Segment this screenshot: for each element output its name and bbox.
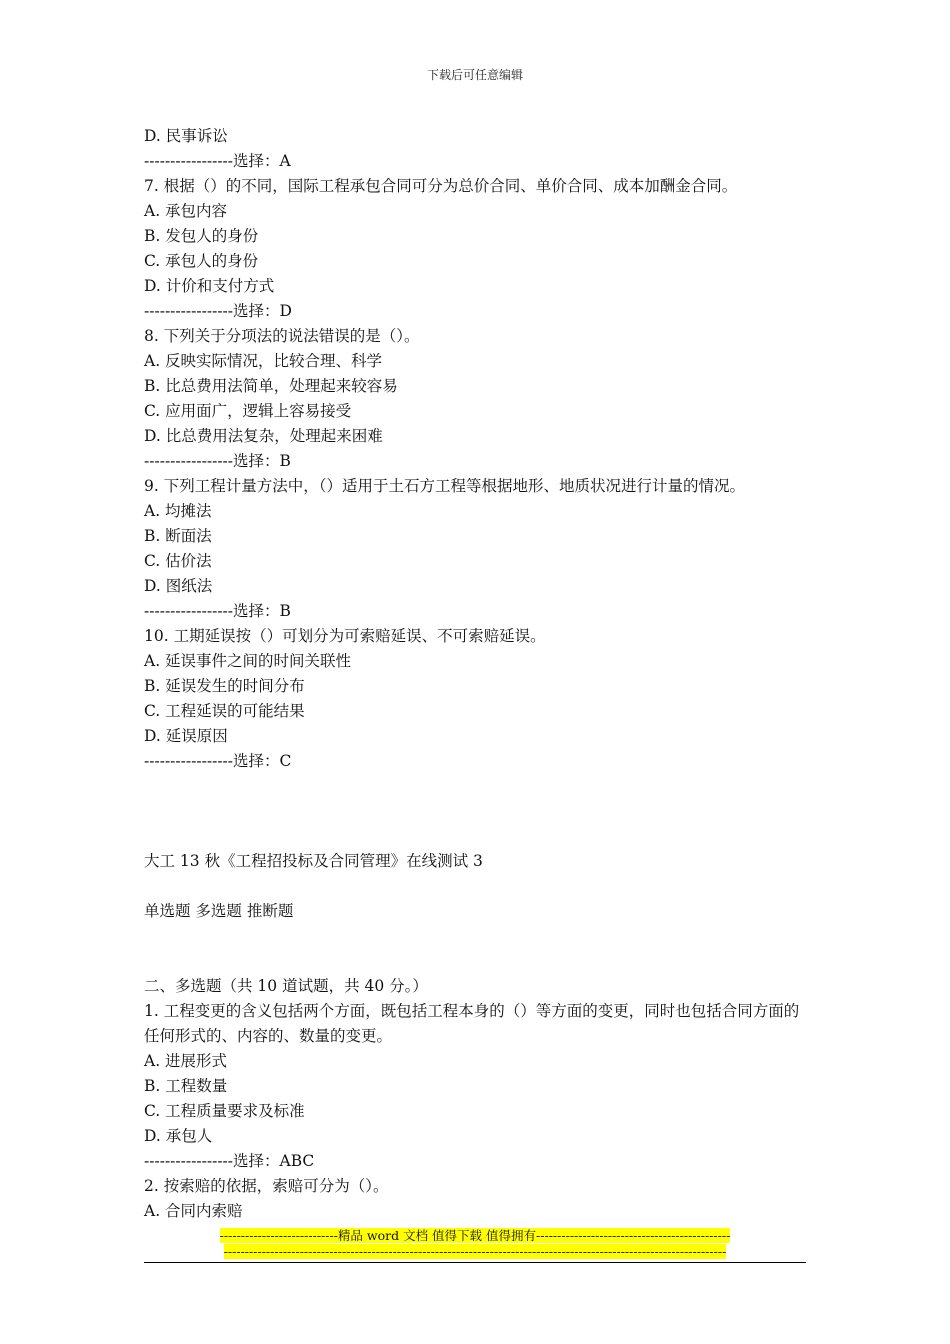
test-title: 大工 13 秋《工程招投标及合同管理》在线测试 3	[144, 852, 483, 870]
answer-line: -----------------选择：B	[144, 602, 291, 620]
text-line: D. 民事诉讼	[144, 127, 228, 145]
option-line: A. 均摊法	[144, 502, 212, 520]
question-8: 8. 下列关于分项法的说法错误的是（）。	[144, 327, 420, 345]
option-line: A. 延误事件之间的时间关联性	[144, 652, 352, 670]
footer-dash-line: -----------------------------------------------------------------------------------------------------------------------	[223, 1244, 727, 1259]
answer-line: -----------------选择：D	[144, 302, 292, 320]
page-header: 下载后可任意编辑	[426, 68, 523, 82]
option-line: C. 承包人的身份	[144, 252, 259, 270]
question-type-tabs: 单选题 多选题 推断题	[144, 902, 294, 920]
answer-line: -----------------选择：C	[144, 752, 292, 770]
option-line: C. 工程延误的可能结果	[144, 702, 305, 720]
option-line: D. 延误原因	[144, 727, 228, 745]
answer-line: -----------------选择：B	[144, 452, 291, 470]
question-7: 7. 根据（）的不同，国际工程承包合同可分为总价合同、单价合同、成本加酬金合同。	[144, 177, 738, 195]
answer-line: -----------------选择：ABC	[144, 1152, 315, 1170]
question-10: 10. 工期延误按（）可划分为可索赔延误、不可索赔延误。	[144, 627, 546, 645]
option-line: B. 比总费用法简单，处理起来较容易	[144, 377, 398, 395]
option-line: D. 图纸法	[144, 577, 213, 595]
option-line: C. 估价法	[144, 552, 212, 570]
page-footer	[144, 1228, 806, 1260]
option-line: B. 断面法	[144, 527, 212, 545]
answer-line: -----------------选择：A	[144, 152, 291, 170]
option-line: C. 工程质量要求及标准	[144, 1102, 305, 1120]
option-line: D. 计价和支付方式	[144, 277, 275, 295]
option-line: A. 合同内索赔	[144, 1202, 243, 1220]
option-line: A. 承包内容	[144, 202, 228, 220]
section-heading: 二、多选题（共 10 道试题，共 40 分。）	[144, 977, 428, 995]
option-line: A. 反映实际情况，比较合理、科学	[144, 352, 383, 370]
footer-rule	[144, 1262, 806, 1263]
option-line: D. 承包人	[144, 1127, 213, 1145]
option-line: B. 发包人的身份	[144, 227, 259, 245]
option-line: B. 延误发生的时间分布	[144, 677, 305, 695]
option-line: B. 工程数量	[144, 1077, 228, 1095]
option-line: D. 比总费用法复杂，处理起来困难	[144, 427, 383, 445]
question-1: 1. 工程变更的含义包括两个方面，既包括工程本身的（）等方面的变更，同时也包括合同方面的任何形式的、内容的、数量的变更。	[144, 1002, 800, 1045]
question-2: 2. 按索赔的依据，索赔可分为（）。	[144, 1177, 389, 1195]
question-9: 9. 下列工程计量方法中，（）适用于土石方工程等根据地形、地质状况进行计量的情况。	[144, 477, 745, 495]
footer-banner: ----------------------------精品 word 文档 值得下载 值得拥有----------------------------------------------	[219, 1228, 731, 1243]
document-body	[144, 124, 806, 1224]
option-line: C. 应用面广，逻辑上容易接受	[144, 402, 352, 420]
option-line: A. 进展形式	[144, 1052, 228, 1070]
